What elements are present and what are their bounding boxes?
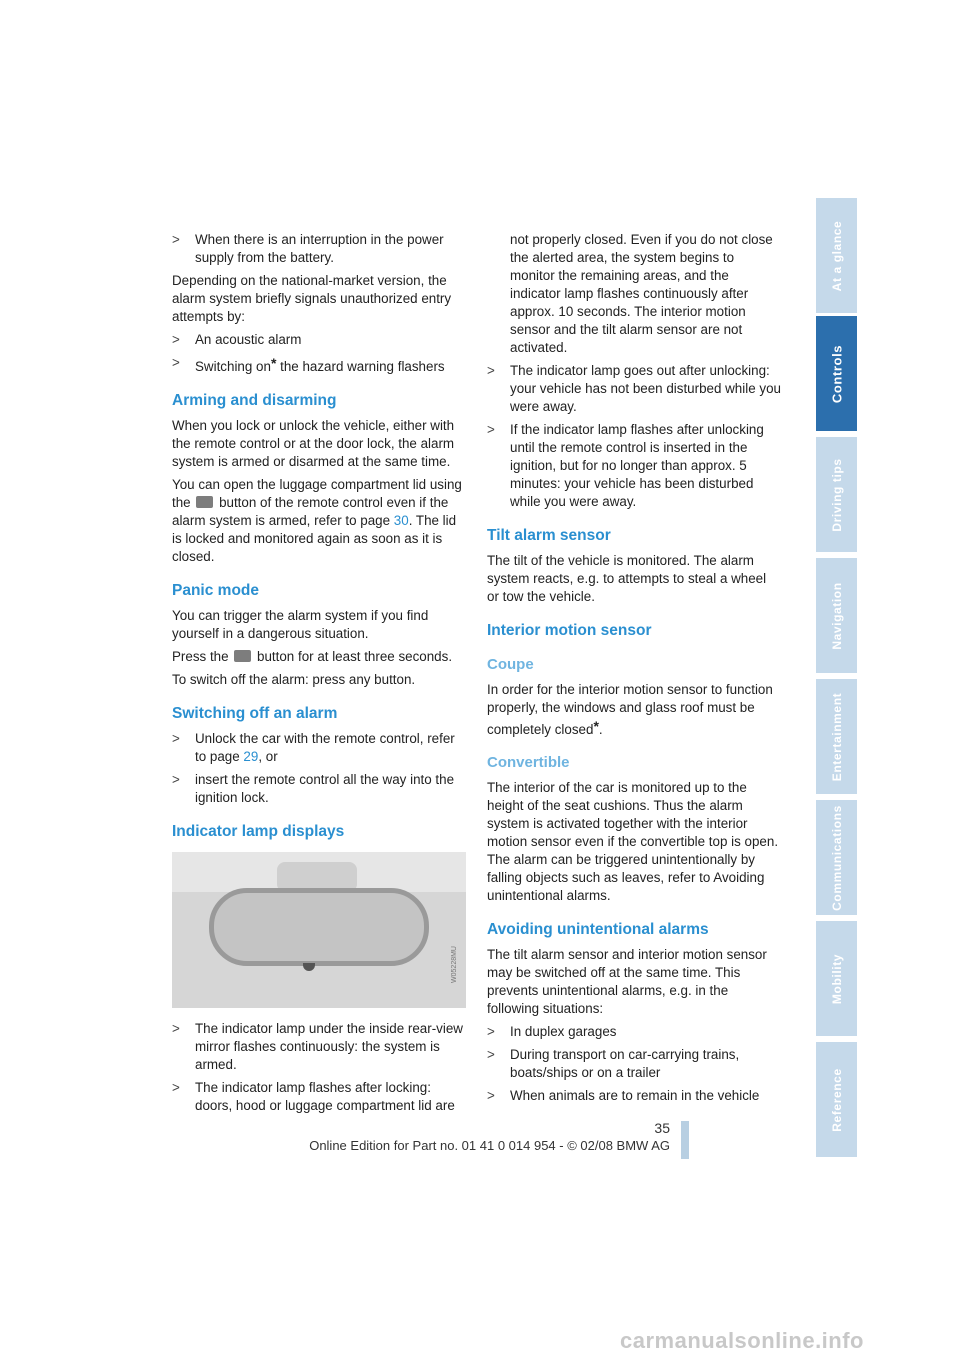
- list-item: > An acoustic alarm: [172, 332, 302, 347]
- list-item: > If the indicator lamp flashes after unlocking until the remote control is inserted in the ignition, but for no longer than approx. 5 minutes: your vehicle has been disturbed while you were away.: [487, 422, 764, 509]
- figure-code: W05228MU: [451, 946, 458, 983]
- optional-equipment-star: *: [593, 718, 599, 734]
- paragraph: You can open the luggage compartment lid using the button of the remote control even if the alarm system is armed, refer to page 30. The lid is locked and monitored again as soon as it is closed.: [172, 477, 462, 564]
- footer-edition: Online Edition for Part no. 01 41 0 014 954 - © 02/08 BMW AG: [309, 1138, 670, 1153]
- optional-equipment-star: *: [270, 355, 277, 371]
- tab-controls[interactable]: Controls: [816, 316, 857, 434]
- section-heading-panic: Panic mode: [172, 582, 259, 599]
- panic-button-icon: [234, 650, 251, 662]
- paragraph: In order for the interior motion sensor to function properly, the windows and glass roof must be completely closed*.: [487, 682, 773, 737]
- page-link-30[interactable]: 30: [393, 513, 409, 528]
- paragraph: To switch off the alarm: press any button.: [172, 672, 416, 687]
- section-heading-interior: Interior motion sensor: [487, 622, 652, 639]
- section-heading-indicator: Indicator lamp displays: [172, 823, 345, 840]
- paragraph: The interior of the car is monitored up to the height of the seat cushions. Thus the alarm system is activated together with the interior motion sensor even if the convertible top is open. The alarm can be triggered unintentionally by falling objects such as leaves, refer to Avoiding unintentional alarms.: [487, 780, 779, 903]
- paragraph: When you lock or unlock the vehicle, either with the remote control or at the door lock, the alarm system is armed or disarmed at the same time.: [172, 418, 455, 469]
- list-item: > The indicator lamp under the inside rear-view mirror flashes continuously: the system is armed.: [172, 1021, 463, 1072]
- paragraph: Depending on the national-market version, the alarm system briefly signals unauthorized entry attempts by:: [172, 273, 452, 324]
- section-heading-avoid: Avoiding unintentional alarms: [487, 921, 709, 938]
- list-item: > When animals are to remain in the vehicle: [487, 1088, 760, 1103]
- tab-entertainment[interactable]: Entertainment: [816, 679, 857, 797]
- list-item: > Unlock the car with the remote control, refer to page 29, or: [172, 731, 455, 764]
- page-link-29[interactable]: 29: [243, 749, 259, 764]
- section-heading-switch-off: Switching off an alarm: [172, 705, 338, 722]
- paragraph: The tilt alarm sensor and interior motion sensor may be switched off at the same time. This prevents unintentional alarms, e.g. in the following situations:: [487, 947, 767, 1016]
- indicator-lamp: [303, 963, 315, 971]
- tab-mobility[interactable]: Mobility: [816, 921, 857, 1039]
- tab-driving-tips[interactable]: Driving tips: [816, 437, 857, 555]
- list-item: > During transport on car-carrying trains, boats/ships or on a trailer: [487, 1047, 740, 1080]
- list-item: > The indicator lamp flashes after locking: doors, hood or luggage compartment lid are: [172, 1080, 455, 1113]
- subheading-convertible: Convertible: [487, 754, 570, 771]
- left-column: [172, 231, 464, 1120]
- chapter-sidebar: [816, 198, 857, 1161]
- tab-navigation[interactable]: Navigation: [816, 558, 857, 676]
- luggage-compartment-button-icon: [196, 496, 213, 508]
- list-item: > The indicator lamp goes out after unlocking: your vehicle has not been disturbed while you were away.: [487, 363, 781, 414]
- rearview-mirror-figure: [172, 852, 466, 1008]
- list-item: > Switching on* the hazard warning flashers: [172, 355, 445, 374]
- list-item: > When there is an interruption in the power supply from the battery.: [172, 232, 444, 265]
- tab-communications[interactable]: Communications: [816, 800, 857, 918]
- paragraph: You can trigger the alarm system if you find yourself in a dangerous situation.: [172, 608, 429, 641]
- section-heading-tilt: Tilt alarm sensor: [487, 527, 611, 544]
- list-item: > insert the remote control all the way into the ignition lock.: [172, 772, 455, 805]
- page-number: 35: [654, 1120, 670, 1136]
- section-heading-arming: Arming and disarming: [172, 392, 337, 409]
- paragraph: The tilt of the vehicle is monitored. The alarm system reacts, e.g. to attempts to steal a wheel or tow the vehicle.: [487, 553, 767, 604]
- rearview-mirror: [209, 888, 429, 966]
- list-item-continued: not properly closed. Even if you do not close the alerted area, the system begins to monitor the remaining areas, and the indicator lamp flashes continuously after approx. 10 seconds. The interior motion sensor and the tilt alarm sensor are not activated.: [510, 232, 773, 355]
- right-column: [487, 231, 781, 1110]
- subheading-coupe: Coupe: [487, 656, 534, 673]
- tab-reference[interactable]: Reference: [816, 1042, 857, 1160]
- tab-at-a-glance[interactable]: At a glance: [816, 198, 857, 316]
- page-marker-bar: [681, 1121, 689, 1159]
- list-item: > In duplex garages: [487, 1024, 617, 1039]
- paragraph: Press the button for at least three seconds.: [172, 649, 453, 664]
- watermark: carmanualsonline.info: [620, 1328, 864, 1353]
